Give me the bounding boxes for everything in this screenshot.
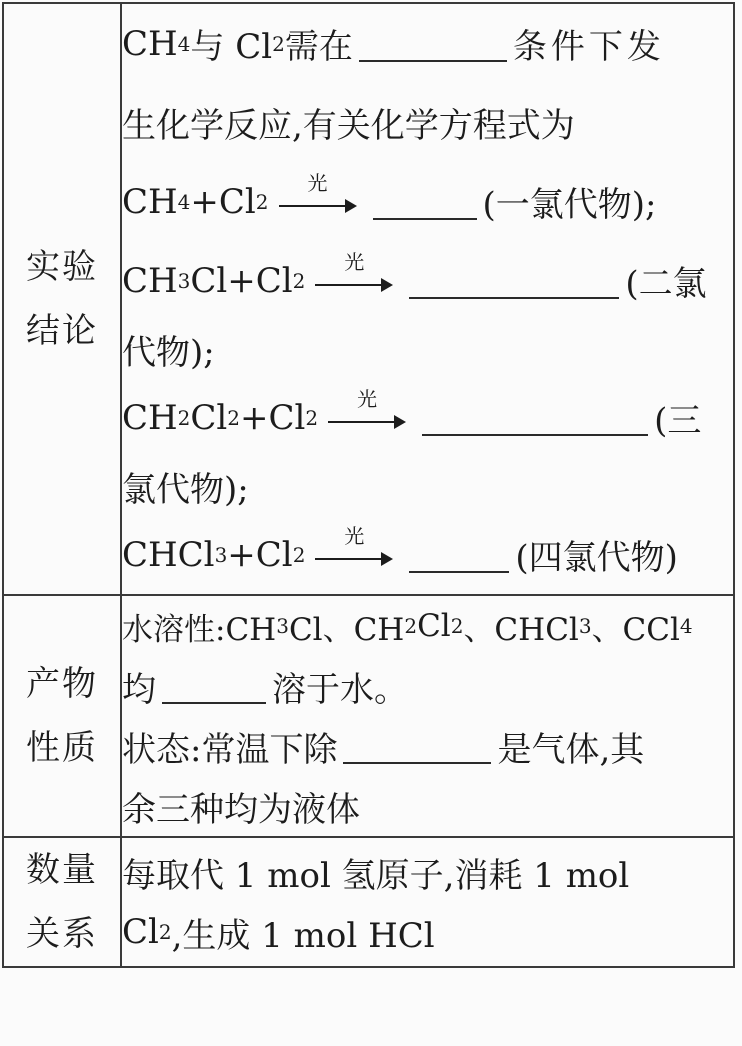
text: CH [122,181,178,222]
equation-3 [122,378,733,457]
subscript: 2 [227,405,241,430]
equation-1 [122,162,733,241]
text: 每取代 1 mol 氢原子,消耗 1 mol [122,855,630,896]
row-content-conclusion [121,3,734,595]
subscript: 3 [177,268,191,293]
text: 代物); [122,332,215,373]
text-line [122,716,733,776]
text-line [122,842,733,902]
text: ,生成 1 mol HCl [171,915,435,956]
text-line [122,656,733,716]
text: 与 Cl [190,27,273,67]
subscript: 2 [305,405,319,430]
text: 均 [122,669,156,710]
text: 生化学反应,有关化学方程式为 [122,106,575,146]
answer-blank[interactable] [409,263,619,299]
text: 条件下发 [512,27,665,67]
answer-blank[interactable] [422,400,648,436]
text: 状态:常温下除 [122,729,338,770]
subscript: 2 [158,920,172,944]
subscript: 4 [177,31,191,56]
text: CH [122,260,178,301]
row-content-properties [121,595,734,837]
text: Cl、CH [288,611,405,648]
text: Cl [122,912,159,952]
text: 是气体,其 [497,729,645,770]
text: CH [122,397,178,438]
answer-blank[interactable] [359,26,507,62]
label-line: 性质 [26,728,98,768]
summary-table [2,2,735,968]
reaction-condition: 光 [357,386,378,411]
text: 氯代物); [122,469,249,510]
reaction-arrow-icon [279,170,357,219]
text: +Cl [227,534,293,575]
text: Cl [417,608,451,644]
answer-blank[interactable] [162,668,266,704]
reaction-arrow-icon [328,386,406,435]
answer-blank[interactable] [343,728,491,764]
text-line [122,596,733,656]
text: (二氯 [625,264,707,304]
reaction-condition: 光 [344,523,365,548]
table-row-properties [3,595,734,837]
label-line: 结论 [26,311,98,351]
subscript: 2 [272,31,285,56]
text-line [122,776,733,836]
text-line [122,457,733,515]
row-label-properties [3,595,121,837]
reaction-arrow-icon [315,249,393,298]
text: 水溶性:CH [122,611,277,648]
text: +Cl [240,397,306,438]
text-line [122,4,733,83]
text: 需在 [284,27,353,67]
text: (三 [654,401,702,441]
equation-2 [122,241,733,320]
reaction-arrow-icon [315,523,393,572]
subscript: 4 [679,614,693,638]
row-label-quantity [3,837,121,967]
text: 余三种均为液体 [122,789,360,830]
label-line: 实验 [26,247,98,287]
subscript: 3 [276,614,289,638]
text: CH [122,23,178,64]
text: CHCl [122,534,215,575]
text-line [122,320,733,378]
subscript: 2 [292,542,306,567]
text: Cl+Cl [190,260,293,301]
table-row-conclusion [3,3,734,595]
subscript: 3 [578,614,592,638]
subscript: 4 [177,189,191,214]
row-content-quantity [121,837,734,967]
text: (四氯代物) [515,538,678,578]
text: (一氯代物); [482,185,657,225]
row-label-conclusion [3,3,121,595]
text: 溶于水。 [272,669,408,710]
subscript: 2 [404,614,418,638]
subscript: 3 [214,542,228,567]
subscript: 2 [177,405,191,430]
table-row-quantity [3,837,734,967]
subscript: 2 [292,268,306,293]
label-line: 关系 [26,914,98,954]
reaction-condition: 光 [344,249,365,274]
text: Cl [190,397,228,438]
label-line: 数量 [26,850,98,890]
text-line [122,83,733,162]
subscript: 2 [255,189,269,214]
answer-blank[interactable] [373,184,477,220]
reaction-condition: 光 [307,170,328,195]
text: 、CCl [591,611,680,648]
subscript: 2 [450,614,464,638]
equation-4 [122,515,733,594]
text: +Cl [190,181,256,222]
label-line: 产物 [26,664,98,704]
text: 、CHCl [463,611,579,648]
answer-blank[interactable] [409,537,509,573]
text-line [122,902,733,962]
